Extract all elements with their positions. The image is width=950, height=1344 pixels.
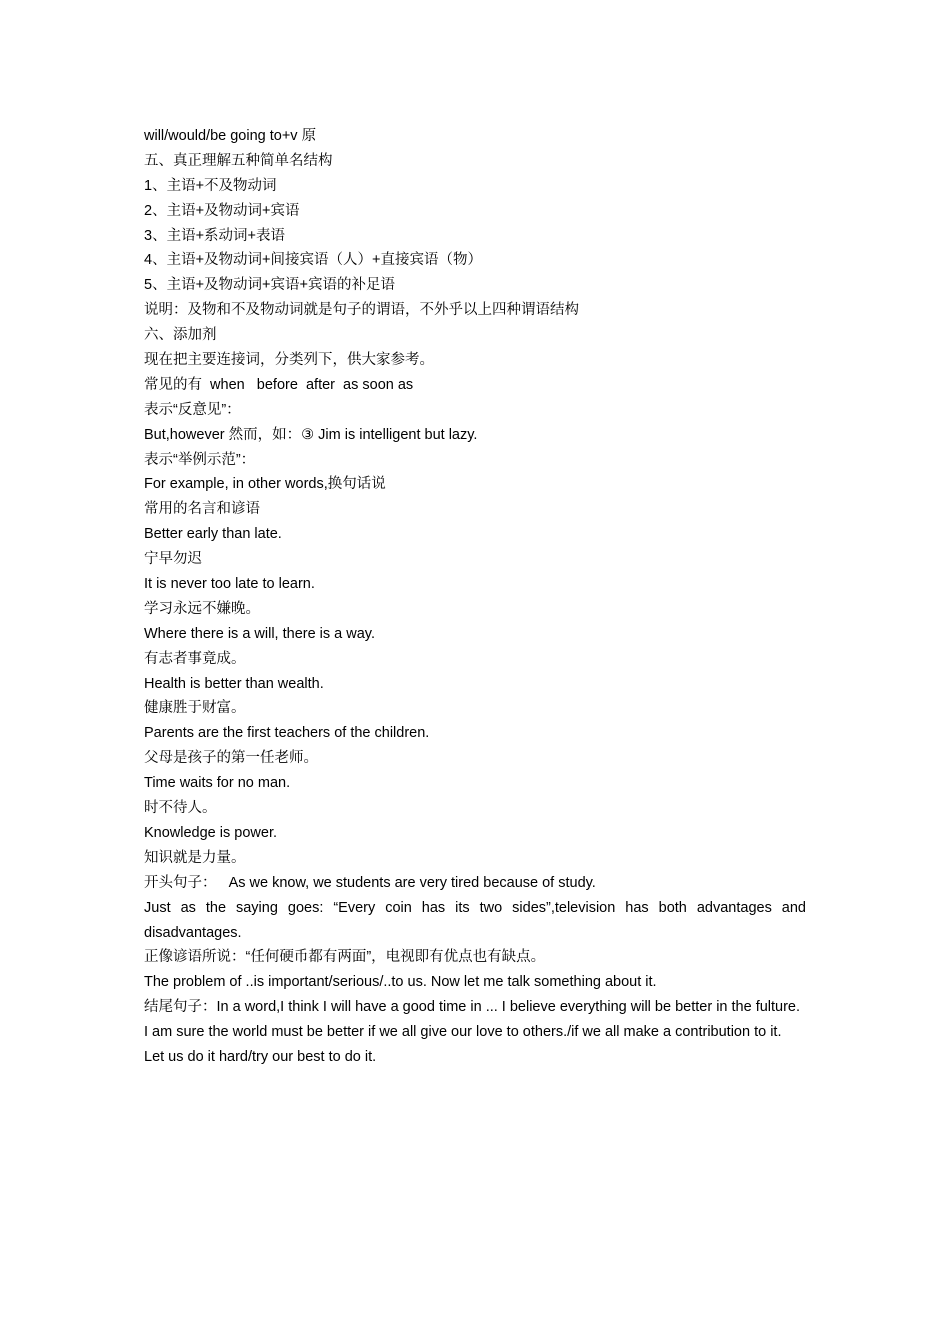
- proverb-chinese: 健康胜于财富。: [144, 700, 246, 717]
- document-body: [144, 124, 806, 1070]
- list-item: 4、主语+及物动词+间接宾语（人）+直接宾语（物）: [144, 252, 482, 269]
- proverb-chinese: 宁早勿迟: [144, 551, 202, 568]
- text-line: 常见的有 when before after as soon as: [144, 376, 414, 393]
- proverb-chinese: 知识就是力量。: [144, 849, 246, 866]
- note-line: 说明：及物和不及物动词就是句子的谓语，不外乎以上四种谓语结构: [144, 302, 579, 319]
- text-line: 表示“举例示范”：: [144, 451, 256, 468]
- proverb-chinese: 有志者事竟成。: [144, 650, 246, 667]
- proverb-chinese: 父母是孩子的第一任老师。: [144, 750, 318, 767]
- proverb-english: It is never too late to learn.: [144, 576, 315, 593]
- text-line: will/would/be going to+v 原: [144, 128, 317, 144]
- text-line: But,however 然而，如：③ Jim is intelligent but lazy.: [144, 426, 478, 443]
- text-line: 现在把主要连接词，分类列下，供大家参考。: [144, 352, 434, 369]
- text-line: 正像谚语所说：“任何硬币都有两面”，电视即有优点也有缺点。: [144, 949, 546, 966]
- section-heading: 五、真正理解五种简单名结构: [144, 152, 333, 169]
- text-line: Let us do it hard/try our best to do it.: [144, 1049, 377, 1066]
- closing-paragraph: 结尾句子：In a word,I think I will have a good time in ... I believe everything will be better in the fulture.: [144, 999, 801, 1016]
- text-line: For example, in other words,换句话说: [144, 476, 386, 493]
- closing-paragraph: I am sure the world must be better if we all give our love to others./if we all make a contribution to it.: [144, 1024, 782, 1041]
- list-item: 1、主语+不及物动词: [144, 177, 277, 194]
- proverb-english: Parents are the first teachers of the children.: [144, 725, 430, 742]
- text-line: The problem of ..is important/serious/..to us. Now let me talk something about it.: [144, 974, 657, 991]
- list-item: 5、主语+及物动词+宾语+宾语的补足语: [144, 277, 395, 294]
- proverb-english: Time waits for no man.: [144, 775, 291, 792]
- proverb-english: Knowledge is power.: [144, 824, 277, 841]
- proverb-chinese: 时不待人。: [144, 800, 217, 817]
- proverb-english: Health is better than wealth.: [144, 675, 324, 692]
- text-line: 表示“反意见”：: [144, 401, 241, 418]
- list-item: 3、主语+系动词+表语: [144, 227, 285, 244]
- opening-paragraph: Just as the saying goes: “Every coin has its two sides”,television has both advantages and disadvantages.: [144, 899, 806, 941]
- proverb-chinese: 学习永远不嫌晚。: [144, 600, 260, 617]
- section-heading: 六、添加剂: [144, 327, 217, 344]
- opening-sentence: 开头句子： As we know, we students are very tired because of study.: [144, 874, 596, 891]
- proverb-english: Better early than late.: [144, 526, 282, 543]
- list-item: 2、主语+及物动词+宾语: [144, 202, 300, 219]
- subheading: 常用的名言和谚语: [144, 501, 260, 518]
- proverb-english: Where there is a will, there is a way.: [144, 625, 376, 642]
